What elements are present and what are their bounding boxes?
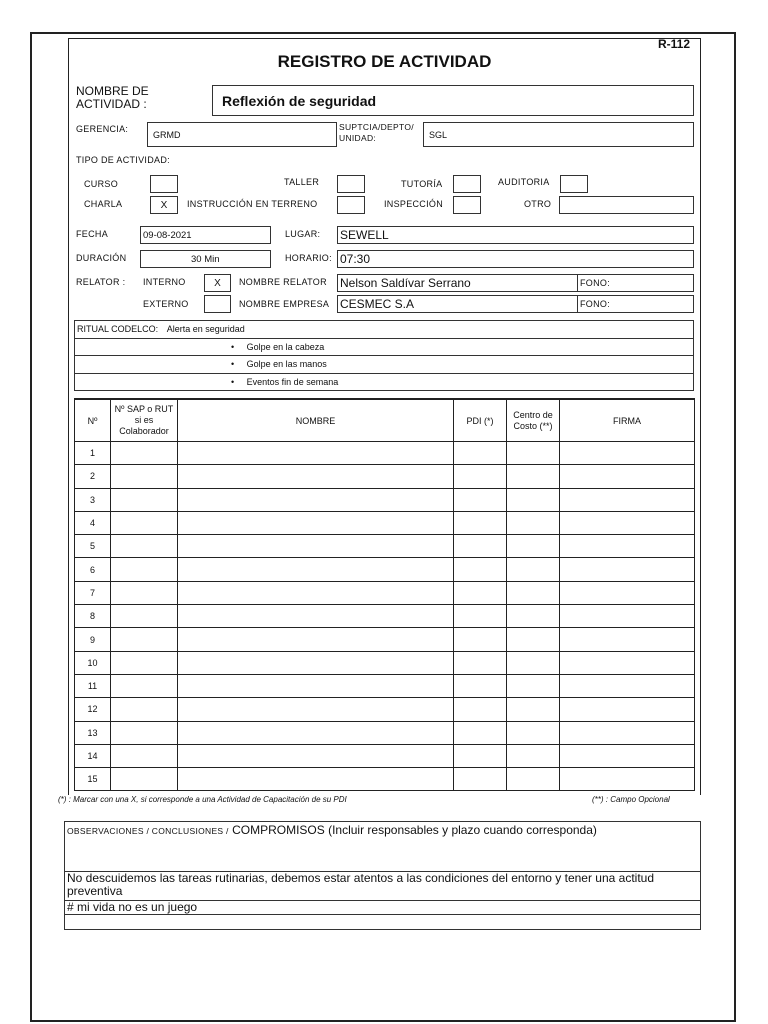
row-number: 15 bbox=[75, 768, 111, 791]
nombre-relator-field[interactable] bbox=[337, 274, 578, 292]
row-pdi[interactable] bbox=[454, 605, 507, 628]
lugar-label: LUGAR: bbox=[285, 229, 321, 239]
observaciones-label-rest: COMPROMISOS (Incluir responsables y plazo cuando corresponda) bbox=[232, 823, 597, 837]
row-centro-costo[interactable] bbox=[507, 651, 560, 674]
row-centro-costo[interactable] bbox=[507, 535, 560, 558]
row-centro-costo[interactable] bbox=[507, 558, 560, 581]
row-nombre[interactable] bbox=[178, 535, 454, 558]
col-header-firma: FIRMA bbox=[560, 399, 695, 442]
table-row bbox=[75, 698, 695, 721]
row-firma[interactable] bbox=[560, 721, 695, 744]
row-sap-rut[interactable] bbox=[111, 465, 178, 488]
activity-name-field[interactable] bbox=[212, 85, 694, 116]
row-sap-rut[interactable] bbox=[111, 535, 178, 558]
gerencia-field[interactable] bbox=[147, 122, 337, 147]
tipo-actividad-label: TIPO DE ACTIVIDAD: bbox=[76, 155, 170, 165]
ritual-label: RITUAL CODELCO: bbox=[77, 324, 159, 335]
horario-field[interactable] bbox=[337, 250, 694, 268]
ritual-item: • Golpe en la cabeza bbox=[75, 338, 694, 356]
row-centro-costo[interactable] bbox=[507, 442, 560, 465]
ritual-row bbox=[75, 321, 694, 339]
taller-label: TALLER bbox=[284, 177, 320, 187]
row-pdi[interactable] bbox=[454, 768, 507, 791]
row-centro-costo[interactable] bbox=[507, 674, 560, 697]
row-pdi[interactable] bbox=[454, 558, 507, 581]
otro-label: OTRO bbox=[524, 199, 552, 209]
row-sap-rut[interactable] bbox=[111, 651, 178, 674]
row-nombre[interactable] bbox=[178, 674, 454, 697]
row-firma[interactable] bbox=[560, 768, 695, 791]
row-pdi[interactable] bbox=[454, 442, 507, 465]
table-row bbox=[75, 768, 695, 791]
row-number: 3 bbox=[75, 488, 111, 511]
form-right-border bbox=[700, 38, 701, 795]
fono-label: FONO: bbox=[580, 278, 610, 288]
ritual-value: Alerta en seguridad bbox=[166, 324, 245, 335]
tutoria-checkbox[interactable] bbox=[453, 175, 481, 193]
fono2-label: FONO: bbox=[580, 299, 610, 309]
table-row bbox=[75, 488, 695, 511]
gerencia-label: GERENCIA: bbox=[76, 124, 129, 134]
row-pdi[interactable] bbox=[454, 581, 507, 604]
row-nombre[interactable] bbox=[178, 581, 454, 604]
horario-value: 07:30 bbox=[340, 252, 371, 266]
row-firma[interactable] bbox=[560, 535, 695, 558]
ritual-item-text: Golpe en la cabeza bbox=[246, 341, 325, 352]
row-centro-costo[interactable] bbox=[507, 488, 560, 511]
col-header-nombre: NOMBRE bbox=[178, 399, 454, 442]
observaciones-table bbox=[64, 821, 701, 930]
row-sap-rut[interactable] bbox=[111, 768, 178, 791]
row-pdi[interactable] bbox=[454, 698, 507, 721]
table-row bbox=[75, 442, 695, 465]
charla-label: CHARLA bbox=[84, 199, 123, 209]
fono-field[interactable] bbox=[577, 274, 694, 292]
row-pdi[interactable] bbox=[454, 535, 507, 558]
charla-checkbox[interactable]: X bbox=[150, 196, 178, 214]
inspeccion-label: INSPECCIÓN bbox=[384, 199, 444, 209]
col-header-sap-rut: Nº SAP o RUT si es Colaborador bbox=[111, 399, 178, 442]
col-header-numero: Nº bbox=[75, 399, 111, 442]
row-nombre[interactable] bbox=[178, 488, 454, 511]
row-nombre[interactable] bbox=[178, 442, 454, 465]
row-nombre[interactable] bbox=[178, 744, 454, 767]
row-firma[interactable] bbox=[560, 744, 695, 767]
row-pdi[interactable] bbox=[454, 465, 507, 488]
row-sap-rut[interactable] bbox=[111, 558, 178, 581]
nombre-empresa-label: NOMBRE EMPRESA bbox=[239, 299, 330, 309]
ritual-item-text: Eventos fin de semana bbox=[246, 376, 339, 387]
externo-checkbox[interactable] bbox=[204, 295, 231, 313]
row-number: 2 bbox=[75, 465, 111, 488]
table-row bbox=[75, 535, 695, 558]
row-number: 11 bbox=[75, 674, 111, 697]
taller-checkbox[interactable] bbox=[337, 175, 365, 193]
row-centro-costo[interactable] bbox=[507, 465, 560, 488]
nombre-relator-label: NOMBRE RELATOR bbox=[239, 277, 327, 287]
col-header-pdi: PDI (*) bbox=[454, 399, 507, 442]
interno-checkbox[interactable]: X bbox=[204, 274, 231, 292]
row-nombre[interactable] bbox=[178, 768, 454, 791]
auditoria-checkbox[interactable] bbox=[560, 175, 588, 193]
auditoria-label: AUDITORIA bbox=[498, 177, 550, 187]
row-pdi[interactable] bbox=[454, 721, 507, 744]
row-sap-rut[interactable] bbox=[111, 698, 178, 721]
suptcia-value: SGL bbox=[429, 130, 448, 140]
suptcia-field[interactable] bbox=[423, 122, 694, 147]
row-firma[interactable] bbox=[560, 488, 695, 511]
row-number: 10 bbox=[75, 651, 111, 674]
curso-checkbox[interactable] bbox=[150, 175, 178, 193]
row-number: 9 bbox=[75, 628, 111, 651]
row-sap-rut[interactable] bbox=[111, 721, 178, 744]
form-top-border bbox=[68, 38, 701, 39]
footnote-pdi: (*) : Marcar con una X, si corresponde a una Actividad de Capacitación de su PDI bbox=[58, 795, 347, 804]
row-sap-rut[interactable] bbox=[111, 605, 178, 628]
row-nombre[interactable] bbox=[178, 558, 454, 581]
row-sap-rut[interactable] bbox=[111, 674, 178, 697]
duracion-value: 30 Min bbox=[191, 254, 220, 265]
row-nombre[interactable] bbox=[178, 628, 454, 651]
row-centro-costo[interactable] bbox=[507, 698, 560, 721]
ritual-table bbox=[74, 320, 694, 391]
row-number: 5 bbox=[75, 535, 111, 558]
row-sap-rut[interactable] bbox=[111, 581, 178, 604]
row-number: 7 bbox=[75, 581, 111, 604]
table-row bbox=[75, 581, 695, 604]
observaciones-line[interactable]: # mi vida no es un juego bbox=[65, 901, 701, 915]
observaciones-line[interactable] bbox=[65, 915, 701, 930]
table-row bbox=[75, 674, 695, 697]
row-firma[interactable] bbox=[560, 465, 695, 488]
row-nombre[interactable] bbox=[178, 511, 454, 534]
observaciones-line[interactable]: No descuidemos las tareas rutinarias, debemos estar atentos a las condiciones del entorno y tener una actitud preventiva bbox=[65, 872, 701, 901]
row-nombre[interactable] bbox=[178, 605, 454, 628]
col-header-centro-costo: Centro de Costo (**) bbox=[507, 399, 560, 442]
table-row bbox=[75, 465, 695, 488]
nombre-empresa-value: CESMEC S.A bbox=[340, 297, 415, 311]
participants-table bbox=[74, 398, 695, 791]
row-centro-costo[interactable] bbox=[507, 581, 560, 604]
relator-label: RELATOR : bbox=[76, 277, 126, 287]
row-number: 13 bbox=[75, 721, 111, 744]
row-number: 4 bbox=[75, 511, 111, 534]
row-firma[interactable] bbox=[560, 581, 695, 604]
row-number: 6 bbox=[75, 558, 111, 581]
row-centro-costo[interactable] bbox=[507, 744, 560, 767]
table-row bbox=[75, 511, 695, 534]
horario-label: HORARIO: bbox=[285, 253, 332, 263]
row-number: 1 bbox=[75, 442, 111, 465]
row-pdi[interactable] bbox=[454, 628, 507, 651]
ritual-item: • Eventos fin de semana bbox=[75, 373, 694, 391]
suptcia-label: SUPTCIA/DEPTO/ UNIDAD: bbox=[339, 122, 414, 143]
row-pdi[interactable] bbox=[454, 744, 507, 767]
row-nombre[interactable] bbox=[178, 651, 454, 674]
row-centro-costo[interactable] bbox=[507, 768, 560, 791]
row-nombre[interactable] bbox=[178, 698, 454, 721]
nombre-relator-value: Nelson Saldívar Serrano bbox=[340, 276, 471, 290]
row-number: 8 bbox=[75, 605, 111, 628]
instruccion-label: INSTRUCCIÓN EN TERRENO bbox=[187, 199, 318, 209]
fecha-label: FECHA bbox=[76, 229, 109, 239]
table-row bbox=[75, 628, 695, 651]
externo-label: EXTERNO bbox=[143, 299, 189, 309]
row-sap-rut[interactable] bbox=[111, 511, 178, 534]
row-pdi[interactable] bbox=[454, 674, 507, 697]
row-number: 14 bbox=[75, 744, 111, 767]
form-title: REGISTRO DE ACTIVIDAD bbox=[277, 52, 492, 71]
row-centro-costo[interactable] bbox=[507, 721, 560, 744]
fecha-field[interactable] bbox=[140, 226, 271, 244]
row-nombre[interactable] bbox=[178, 721, 454, 744]
row-firma[interactable] bbox=[560, 558, 695, 581]
observaciones-label: OBSERVACIONES / CONCLUSIONES / bbox=[67, 826, 229, 836]
row-firma[interactable] bbox=[560, 674, 695, 697]
table-row bbox=[75, 651, 695, 674]
row-firma[interactable] bbox=[560, 605, 695, 628]
row-pdi[interactable] bbox=[454, 488, 507, 511]
row-firma[interactable] bbox=[560, 511, 695, 534]
form-left-border bbox=[68, 38, 69, 795]
form-code: R-112 bbox=[657, 37, 690, 51]
interno-label: INTERNO bbox=[143, 277, 186, 287]
curso-label: CURSO bbox=[84, 179, 119, 189]
otro-field[interactable] bbox=[559, 196, 694, 214]
tutoria-label: TUTORÍA bbox=[401, 179, 443, 189]
fecha-value: 09-08-2021 bbox=[143, 230, 192, 241]
row-sap-rut[interactable] bbox=[111, 628, 178, 651]
ritual-item-text: Golpe en las manos bbox=[246, 359, 327, 370]
table-row bbox=[75, 558, 695, 581]
table-row bbox=[75, 744, 695, 767]
table-row bbox=[75, 721, 695, 744]
row-sap-rut[interactable] bbox=[111, 442, 178, 465]
row-centro-costo[interactable] bbox=[507, 605, 560, 628]
row-centro-costo[interactable] bbox=[507, 511, 560, 534]
duracion-field[interactable] bbox=[140, 250, 271, 268]
row-number: 12 bbox=[75, 698, 111, 721]
footnote-optional: (**) : Campo Opcional bbox=[592, 795, 670, 804]
observaciones-header bbox=[65, 822, 701, 872]
row-firma[interactable] bbox=[560, 651, 695, 674]
row-pdi[interactable] bbox=[454, 511, 507, 534]
ritual-item: • Golpe en las manos bbox=[75, 356, 694, 374]
row-pdi[interactable] bbox=[454, 651, 507, 674]
activity-name-label: NOMBRE DE ACTIVIDAD : bbox=[76, 84, 149, 111]
row-sap-rut[interactable] bbox=[111, 488, 178, 511]
row-sap-rut[interactable] bbox=[111, 744, 178, 767]
row-nombre[interactable] bbox=[178, 465, 454, 488]
table-row bbox=[75, 605, 695, 628]
nombre-empresa-field[interactable] bbox=[337, 295, 578, 313]
lugar-field[interactable] bbox=[337, 226, 694, 244]
lugar-value: SEWELL bbox=[340, 228, 389, 242]
row-centro-costo[interactable] bbox=[507, 628, 560, 651]
instruccion-checkbox[interactable] bbox=[337, 196, 365, 214]
row-firma[interactable] bbox=[560, 628, 695, 651]
activity-name-value: Reflexión de seguridad bbox=[222, 93, 377, 109]
fono2-field[interactable] bbox=[577, 295, 694, 313]
row-firma[interactable] bbox=[560, 698, 695, 721]
row-firma[interactable] bbox=[560, 442, 695, 465]
inspeccion-checkbox[interactable] bbox=[453, 196, 481, 214]
duracion-label: DURACIÓN bbox=[76, 253, 127, 263]
gerencia-value: GRMD bbox=[153, 130, 181, 140]
